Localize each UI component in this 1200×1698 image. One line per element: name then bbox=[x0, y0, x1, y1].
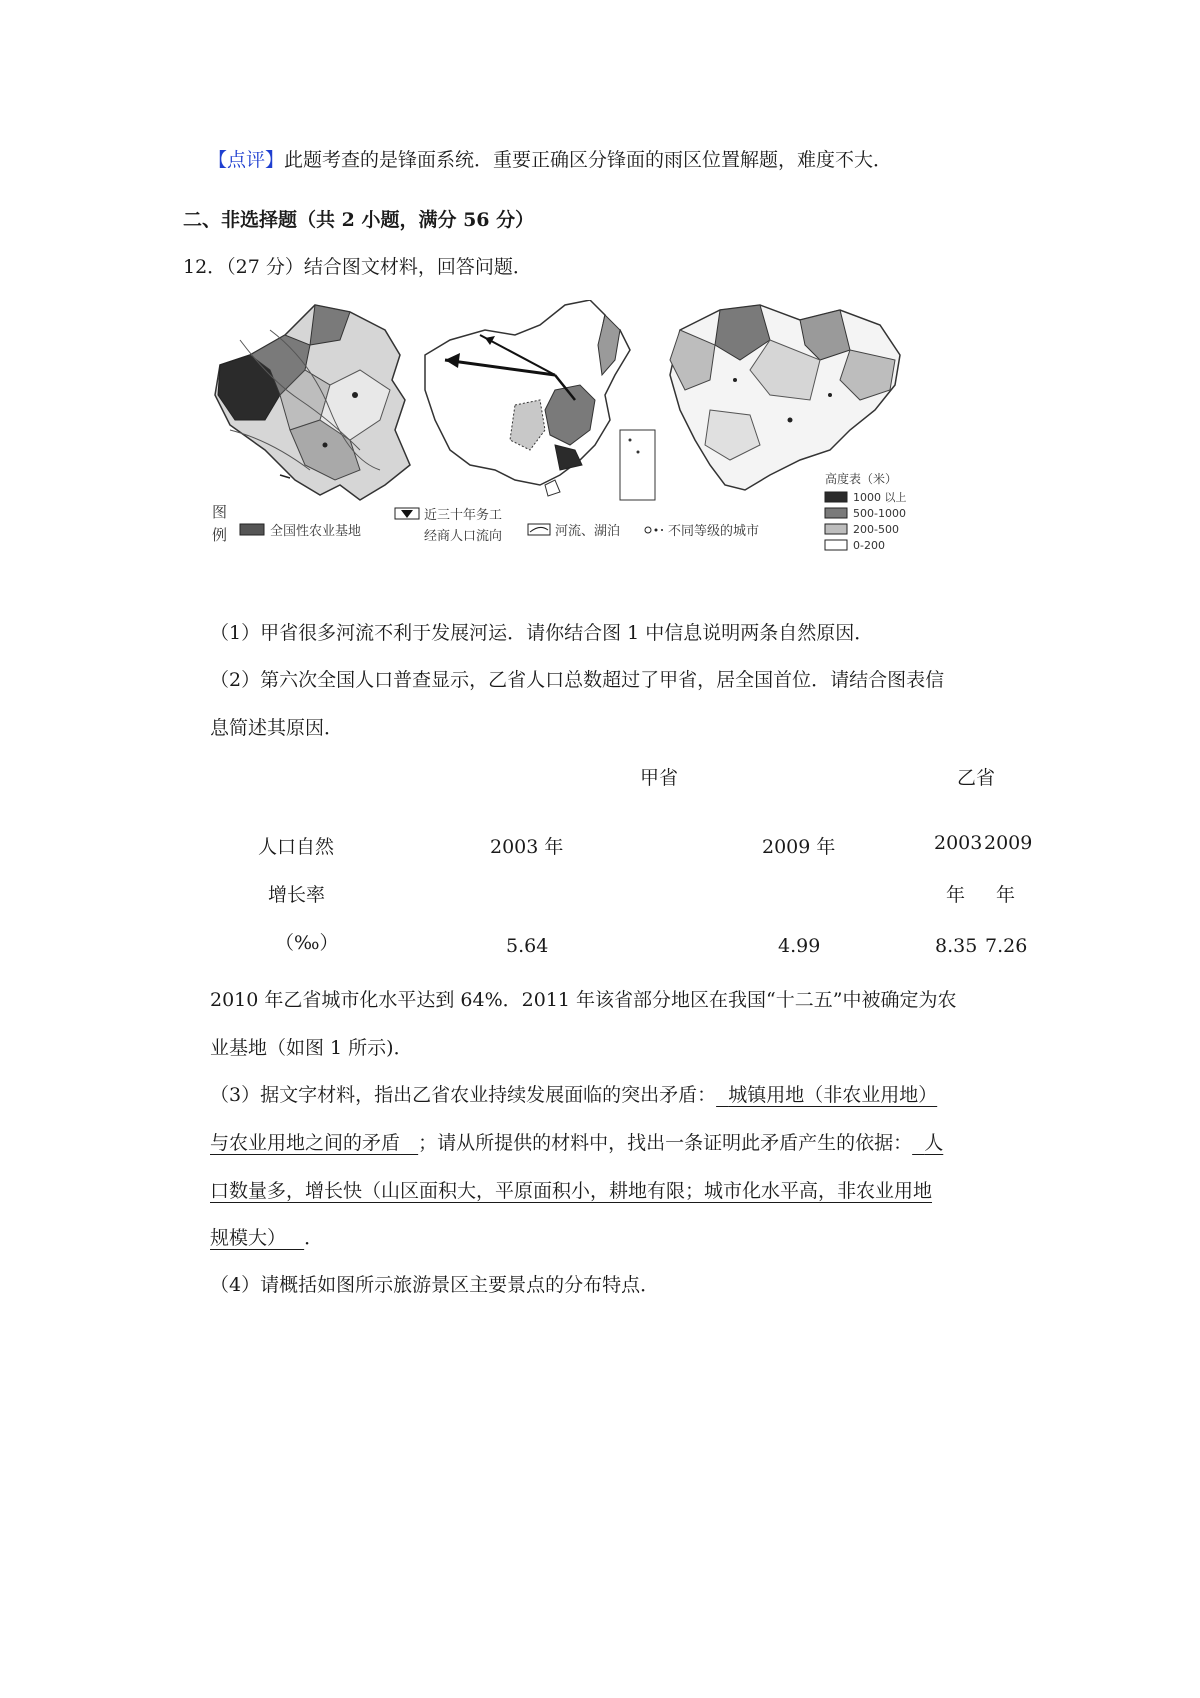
table-year-b-nian-2: 年 bbox=[996, 884, 1016, 906]
table-row-label-2: 增长率 bbox=[268, 884, 326, 906]
answer-evidence-part3: 规模大） bbox=[210, 1227, 287, 1249]
subquestion-3-evidence-prompt: ；请从所提供的材料中，找出一条证明此矛盾产生的依据： bbox=[418, 1132, 913, 1154]
elevation-title: 高度表（米） bbox=[825, 472, 898, 486]
table-row-label-3: （‰） bbox=[275, 932, 339, 954]
legend-city: 不同等级的城市 bbox=[668, 524, 760, 539]
table-year-b-2009: 2009 bbox=[984, 832, 1033, 854]
table-value-a-2003: 5.64 bbox=[506, 935, 549, 957]
elevation-level-4: 0-200 bbox=[853, 539, 885, 552]
table-row-label-1: 人口自然 bbox=[258, 836, 335, 858]
comment-text: 此题考查的是锋面系统．重要正确区分锋面的雨区位置解题，难度不大． bbox=[284, 149, 893, 171]
legend-city-icon bbox=[645, 527, 651, 533]
table-value-b-2009: 7.26 bbox=[985, 935, 1028, 957]
subquestion-3-line4 bbox=[210, 1223, 323, 1250]
elevation-level-1: 1000 以上 bbox=[853, 491, 907, 504]
legend-flow-line1: 近三十年务工 bbox=[424, 508, 503, 523]
elevation-swatch-2 bbox=[825, 508, 847, 518]
table-year-b-2003: 2003 bbox=[934, 832, 983, 854]
answer-evidence-part1: 人 bbox=[924, 1132, 944, 1154]
section-heading: 二、非选择题（共 2 小题，满分 56 分） bbox=[183, 209, 535, 231]
map-china bbox=[425, 300, 655, 500]
table-year-b-nian-1: 年 bbox=[946, 884, 966, 906]
elevation-level-2: 500-1000 bbox=[853, 507, 906, 520]
subquestion-2-line1: （2）第六次全国人口普查显示，乙省人口总数超过了甲省，居全国首位．请结合图表信 bbox=[210, 669, 945, 691]
answer-contradiction-part1: 城镇用地（非农业用地） bbox=[728, 1084, 938, 1106]
legend-title-1: 图 bbox=[212, 503, 228, 521]
legend-swatch-agri bbox=[240, 524, 264, 535]
material-para-line2: 业基地（如图 1 所示)． bbox=[210, 1037, 413, 1059]
legend-title-2: 例 bbox=[212, 526, 228, 544]
legend-agri-base: 全国性农业基地 bbox=[270, 524, 362, 539]
table-header-province-a: 甲省 bbox=[640, 767, 679, 789]
comment-line bbox=[208, 145, 892, 172]
legend-river: 河流、湖泊 bbox=[555, 524, 621, 539]
elevation-swatch-1 bbox=[825, 492, 847, 502]
map-figure bbox=[210, 300, 990, 590]
question-number: 12．（27 分）结合图文材料，回答问题． bbox=[183, 256, 532, 278]
comment-tag: 【点评】 bbox=[208, 149, 285, 171]
table-year-a-2009: 2009 年 bbox=[762, 836, 836, 858]
elevation-swatch-3 bbox=[825, 524, 847, 534]
table-value-b-2003: 8.35 bbox=[935, 935, 978, 957]
subquestion-1: （1）甲省很多河流不利于发展河运．请你结合图 1 中信息说明两条自然原因． bbox=[210, 622, 874, 644]
table-year-a-2003: 2003 年 bbox=[490, 836, 564, 858]
table-value-a-2009: 4.99 bbox=[778, 935, 821, 957]
material-para-line1: 2010 年乙省城市化水平达到 64%．2011 年该省部分地区在我国“十二五”中被确定为农 bbox=[210, 989, 957, 1011]
map-province-a bbox=[215, 305, 410, 500]
subquestion-3-line1 bbox=[210, 1080, 937, 1107]
subquestion-3-line2 bbox=[210, 1128, 943, 1155]
subquestion-4: （4）请概括如图所示旅游景区主要景点的分布特点． bbox=[210, 1274, 660, 1296]
answer-contradiction-part2: 与农业用地之间的矛盾 bbox=[210, 1132, 401, 1154]
elevation-swatch-4 bbox=[825, 540, 847, 550]
map-province-b bbox=[670, 305, 900, 490]
table-header-province-b: 乙省 bbox=[957, 767, 996, 789]
legend-flow-line2: 经商人口流向 bbox=[424, 529, 503, 544]
subquestion-3-end: ． bbox=[304, 1227, 324, 1249]
elevation-level-3: 200-500 bbox=[853, 523, 899, 536]
subquestion-2-line2: 息简述其原因． bbox=[210, 717, 344, 739]
subquestion-3-prompt: （3）据文字材料，指出乙省农业持续发展面临的突出矛盾： bbox=[210, 1084, 717, 1106]
answer-evidence-part2: 口数量多，增长快（山区面积大，平原面积小，耕地有限；城市化水平高，非农业用地 bbox=[210, 1180, 933, 1202]
